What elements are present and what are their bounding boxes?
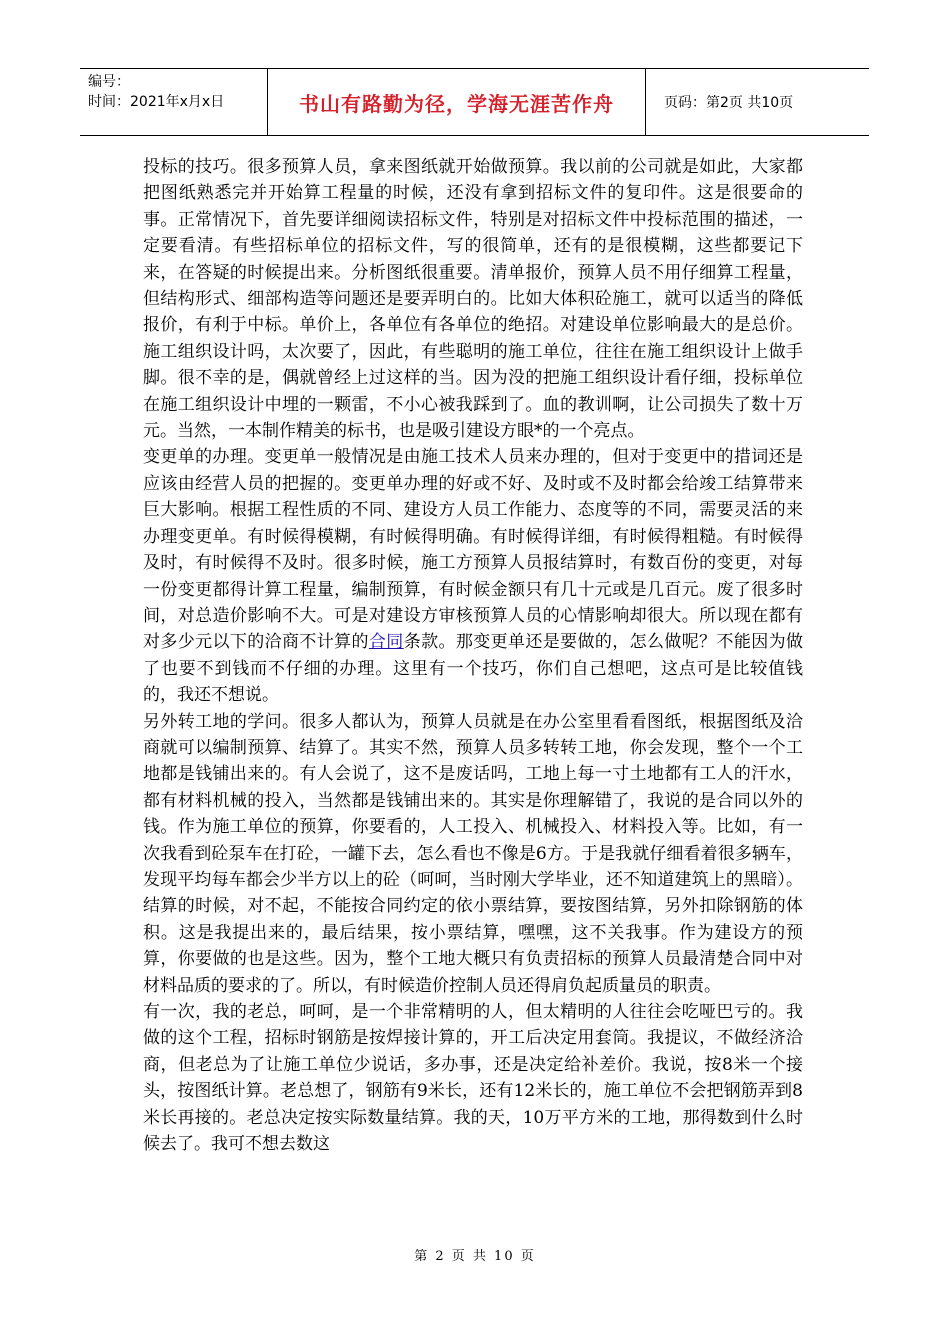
paragraph-site-visits: 另外转工地的学问。很多人都认为，预算人员就是在办公室里看看图纸，根据图纸及洽商就可以编制预算、结算了。其实不然，预算人员多转转工地，你会发现，整个一个工地都是钱铺出来的。有人会说了，这不是废话吗，工地上每一寸土地都有工人的汗水，都有材料机械的投入，当然都是钱铺出来的。其实是你理解错了，我说的是合同以外的钱。作为施工单位的预算，你要看的，人工投入、机械投入、材料投入等。比如，有一次我看到砼泵车在打砼，一罐下去，怎么看也不像是6方。于是我就仔细看着很多辆车，发现平均每车都会少半方以上的砼（呵呵，当时刚大学毕业，还不知道建筑上的黑暗）。结算的时候，对不起，不能按合同约定的依小票结算，要按图结算，另外扣除钢筋的体积。这是我提出来的，最后结果，按小票结算，嘿嘿，这不关我事。作为建设方的预算，你要做的也是这些。因为，整个工地大概只有负责招标的预算人员最清楚合同中对材料品质的要求的了。所以，有时候造价控制人员还得肩负起质量员的职责。 <box>143 711 803 996</box>
page-footer: 第 2 页 共 10 页 <box>414 1249 536 1264</box>
paragraph-text: 条款。那变更单还是要做的，怎么做呢？不能因为做了也要不到钱而不仔细的办理。这里有一个技巧，你们自己想吧，这点可是比较值钱的，我还不想说。 <box>143 632 804 706</box>
document-date-label: 时间：2021年x月x日 <box>88 94 225 110</box>
paragraph-bidding-skills: 投标的技巧。很多预算人员，拿来图纸就开始做预算。我以前的公司就是如此，大家都把图纸熟悉完并开始算工程量的时候，还没有拿到招标文件的复印件。这是很要命的事。正常情况下，首先要详细阅读招标文件，特别是对招标文件中投标范围的描述，一定要看清。有些招标单位的招标文件，写的很简单，还有的是很模糊，这些都要记下来，在答疑的时候提出来。分析图纸很重要。清单报价，预算人员不用仔细算工程量，但结构形式、细部构造等问题还是要弄明白的。比如大体积砼施工，就可以适当的降低报价，有利于中标。单价上，各单位有各单位的绝招。对建设单位影响最大的是总价。施工组织设计吗，太次要了，因此，有些聪明的施工单位，往往在施工组织设计上做手脚。很不幸的是，偶就曾经上过这样的当。因为没的把施工组织设计看仔细，投标单位在施工组织设计中埋的一颗雷，不小心被我踩到了。血的教训啊，让公司损失了数十万元。当然，一本制作精美的标书，也是吸引建设方眼*的一个亮点。 <box>143 157 803 442</box>
header-page-number: 页码：第2页 共10页 <box>664 95 794 111</box>
document-number-label: 编号： <box>88 74 130 90</box>
paragraph-change-orders <box>143 444 803 708</box>
document-header <box>80 68 869 136</box>
document-body <box>143 154 803 1157</box>
header-motto: 书山有路勤为径，学海无涯苦作舟 <box>268 69 646 135</box>
contract-link[interactable]: 合同 <box>368 632 404 653</box>
header-meta <box>80 69 268 135</box>
paragraph-rebar-story: 有一次，我的老总，呵呵，是一个非常精明的人，但太精明的人往往会吃哑巴亏的。我做的这个工程，招标时钢筋是按焊接计算的，开工后决定用套筒。我提议，不做经济洽商，但老总为了让施工单位少说话，多办事，还是决定给补差价。我说，按8米一个接头，按图纸计算。老总想了，钢筋有9米长，还有12米长的，施工单位不会把钢筋弄到8米长再接的。老总决定按实际数量结算。我的天，10万平方米的工地，那得数到什么时候去了。我可不想去数这 <box>143 1002 803 1155</box>
paragraph-text: 变更单的办理。变更单一般情况是由施工技术人员来办理的，但对于变更中的措词还是应该由经营人员的把握的。变更单办理的好或不好、及时或不及时都会给竣工结算带来巨大影响。根据工程性质的不同、建设方人员工作能力、态度等的不同，需要灵活的来办理变更单。有时候得模糊，有时候得明确。有时候得详细，有时候得粗糙。有时候得及时，有时候得不及时。很多时候，施工方预算人员报结算时，有数百份的变更，对每一份变更都得计算工程量，编制预算，有时候金额只有几十元或是几百元。废了很多时间，对总造价影响不大。可是对建设方审核预算人员的心情影响却很大。所以现在都有对多少元以下的洽商不计算的 <box>143 447 803 653</box>
